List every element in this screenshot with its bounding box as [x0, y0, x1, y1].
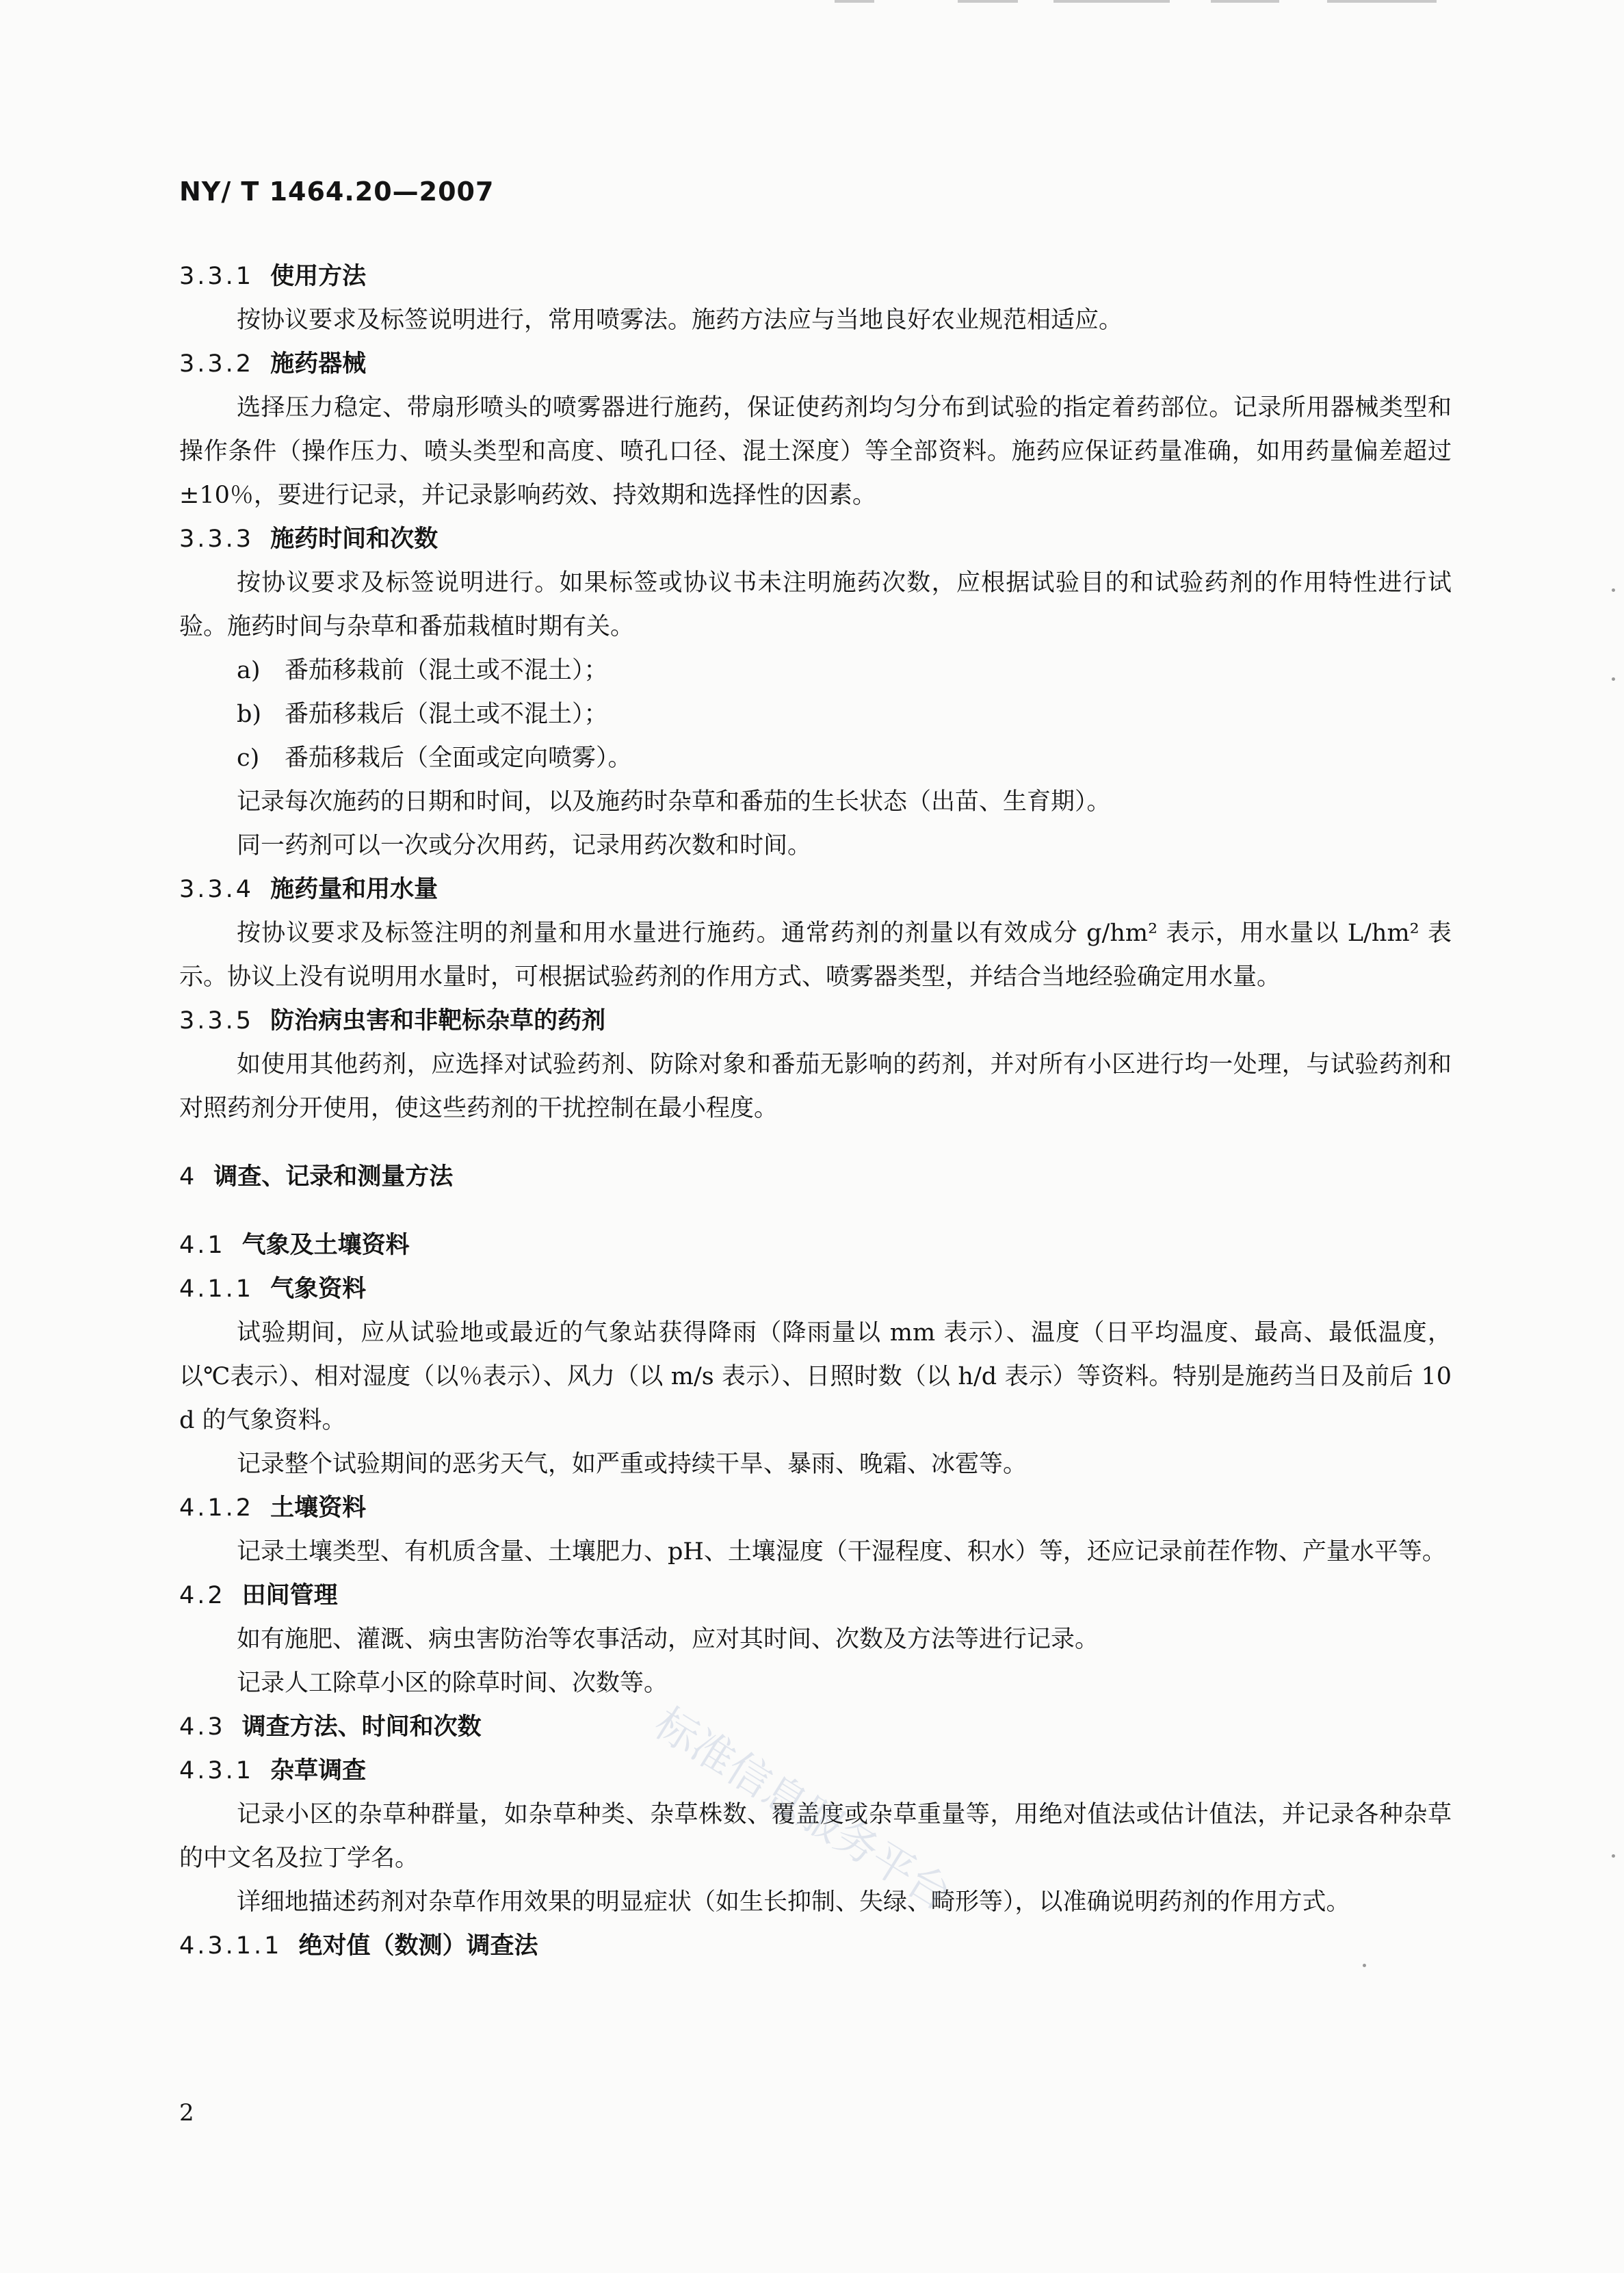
paragraph: 记录人工除草小区的除草时间、次数等。 — [237, 1670, 668, 1697]
section-title: 田间管理 — [241, 1582, 338, 1609]
paragraph: 试验期间，应从试验地或最近的气象站获得降雨（降雨量以 mm 表示）、温度（日平均温度、最高、最低温度，以℃表示）、相对湿度（以％表示）、风力（以 m/s 表示）、日照时数（以 h/d 表示）等资料。特别是施药当日及前后 10 d 的气象资料。 — [179, 1319, 1452, 1434]
section-heading — [179, 999, 1452, 1043]
paragraph: 选择压力稳定、带扇形喷头的喷雾器进行施药，保证使药剂均匀分布到试验的指定着药部位。记录所用器械类型和操作条件（操作压力、喷头类型和高度、喷孔口径、混土深度）等全部资料。施药应保证药量准确，如用药量偏差超过±10％，要进行记录，并记录影响药效、持效期和选择性的因素。 — [179, 394, 1452, 509]
section-title: 气象资料 — [270, 1275, 367, 1303]
section-heading — [179, 517, 1452, 561]
section-number: 4.3 — [179, 1713, 226, 1741]
section-title: 防治病虫害和非靶标杂草的药剂 — [270, 1007, 606, 1035]
section-heading — [179, 1574, 1452, 1618]
section-number: 4.1.2 — [179, 1494, 254, 1522]
page-number: 2 — [179, 2099, 194, 2127]
paragraph: 按协议要求及标签注明的剂量和用水量进行施药。通常药剂的剂量以有效成分 g/hm² 表示，用水量以 L/hm² 表示。协议上没有说明用水量时，可根据试验药剂的作用方式、喷雾器类型，并结合当地经验确定用水量。 — [179, 920, 1452, 991]
paragraph: 如有施肥、灌溉、病虫害防治等农事活动，应对其时间、次数及方法等进行记录。 — [237, 1626, 1099, 1653]
scan-speck — [1363, 1964, 1366, 1967]
scan-artifact — [835, 0, 874, 3]
scan-artifact — [1053, 0, 1170, 3]
section-title: 土壤资料 — [270, 1494, 367, 1522]
section-title: 气象及土壤资料 — [241, 1232, 410, 1259]
paragraph: 记录小区的杂草种群量，如杂草种类、杂草株数、覆盖度或杂草重量等，用绝对值法或估计值法，并记录各种杂草的中文名及拉丁学名。 — [179, 1801, 1452, 1872]
section-heading — [179, 1705, 1452, 1749]
section-heading — [179, 1486, 1452, 1530]
section-number: 4.1 — [179, 1232, 226, 1259]
list-marker: c) — [237, 744, 260, 772]
section-number: 3.3.4 — [179, 876, 254, 903]
section-heading — [179, 1267, 1452, 1311]
section-heading — [179, 1223, 1452, 1267]
paragraph: 按协议要求及标签说明进行，常用喷雾法。施药方法应与当地良好农业规范相适应。 — [237, 307, 1123, 334]
paragraph: 同一药剂可以一次或分次用药，记录用药次数和时间。 — [237, 832, 812, 859]
section-title: 使用方法 — [270, 263, 367, 290]
list-item — [179, 736, 1452, 780]
scan-artifact — [1211, 0, 1279, 3]
section-title: 绝对值（数测）调查法 — [298, 1932, 538, 1960]
paragraph: 详细地描述药剂对杂草作用效果的明显症状（如生长抑制、失绿、畸形等），以准确说明药剂的作用方式。 — [237, 1888, 1350, 1916]
scan-speck — [1612, 1854, 1615, 1858]
section-number: 4 — [179, 1163, 198, 1191]
section-title: 调查、记录和测量方法 — [213, 1163, 454, 1191]
section-title: 调查方法、时间和次数 — [241, 1713, 482, 1741]
paragraph: 记录每次施药的日期和时间，以及施药时杂草和番茄的生长状态（出苗、生育期）。 — [237, 788, 1111, 816]
section-title: 施药量和用水量 — [270, 876, 438, 903]
list-item-text: 番茄移栽后（全面或定向喷雾）。 — [285, 744, 632, 772]
section-title: 施药器械 — [270, 350, 367, 378]
list-marker: b) — [237, 701, 262, 728]
section-heading — [179, 342, 1452, 386]
section-number: 4.2 — [179, 1582, 226, 1609]
section-number: 3.3.1 — [179, 263, 254, 290]
section-number: 3.3.3 — [179, 525, 254, 553]
watermark: 标准信息服务平台 — [646, 1698, 960, 1920]
section-number: 3.3.2 — [179, 350, 254, 378]
list-item — [179, 649, 1452, 692]
section-heading — [179, 1155, 1452, 1199]
list-item-text: 番茄移栽前（混土或不混土）； — [285, 657, 608, 684]
standard-number-header: NY/ T 1464.20—2007 — [179, 177, 495, 207]
section-number: 3.3.5 — [179, 1007, 254, 1035]
scan-artifact — [1327, 0, 1437, 3]
section-number: 4.3.1.1 — [179, 1932, 283, 1960]
list-marker: a) — [237, 657, 261, 684]
section-title: 施药时间和次数 — [270, 525, 438, 553]
section-title: 杂草调查 — [270, 1757, 367, 1784]
scan-speck — [1612, 677, 1615, 681]
section-heading — [179, 1924, 1452, 1968]
document-body — [179, 255, 1452, 1968]
section-heading — [179, 255, 1452, 298]
paragraph: 如使用其他药剂，应选择对试验药剂、防除对象和番茄无影响的药剂，并对所有小区进行均一处理，与试验药剂和对照药剂分开使用，使这些药剂的干扰控制在最小程度。 — [179, 1051, 1452, 1122]
list-item-text: 番茄移栽后（混土或不混土）； — [285, 701, 608, 728]
section-heading — [179, 868, 1452, 911]
paragraph: 按协议要求及标签说明进行。如果标签或协议书未注明施药次数，应根据试验目的和试验药剂的作用特性进行试验。施药时间与杂草和番茄栽植时期有关。 — [179, 569, 1452, 640]
section-number: 4.3.1 — [179, 1757, 254, 1784]
scan-speck — [1612, 588, 1615, 592]
scan-artifact — [958, 0, 1018, 3]
paragraph: 记录整个试验期间的恶劣天气，如严重或持续干旱、暴雨、晚霜、冰雹等。 — [237, 1451, 1027, 1478]
section-number: 4.1.1 — [179, 1275, 254, 1303]
list-item — [179, 692, 1452, 736]
paragraph: 记录土壤类型、有机质含量、土壤肥力、pH、土壤湿度（干湿程度、积水）等，还应记录前茬作物、产量水平等。 — [237, 1538, 1446, 1566]
